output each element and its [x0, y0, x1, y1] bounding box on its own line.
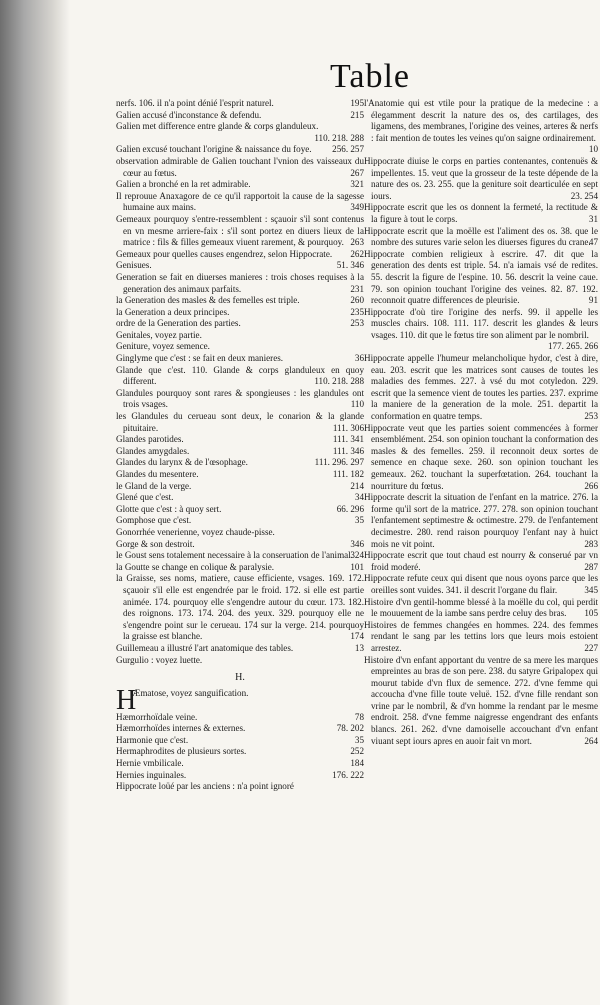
entry-text: Glené que c'est. [116, 492, 174, 503]
index-entry [364, 226, 598, 249]
index-entry [364, 620, 598, 655]
entry-page-ref: 36 [354, 353, 364, 364]
entry-page-ref: 35 [354, 734, 364, 745]
index-entry [116, 341, 364, 353]
entry-text: Glandes du larynx & de l'œsophage. [116, 457, 248, 468]
index-entry [116, 110, 364, 122]
entry-page-ref: 78 [354, 711, 364, 722]
entry-text: le Goust sens totalement necessaire à la conseruation de l'animal. [116, 550, 353, 561]
index-entry [116, 746, 364, 758]
entry-page-ref: 231 [350, 283, 364, 294]
entry-page-ref: 195 [350, 98, 364, 108]
index-entry [364, 597, 598, 620]
entry-page-ref: 177. 265. 266 [547, 341, 598, 352]
entry-text: Glandes du mesentere. [116, 469, 199, 479]
index-entry [116, 481, 364, 493]
entry-text: Glandes amygdales. [116, 445, 190, 456]
entry-page-ref: 267 [350, 167, 364, 178]
index-entry [116, 457, 364, 469]
page-gutter-shadow [0, 0, 70, 1005]
left-column [116, 98, 364, 793]
entry-page-ref: 184 [350, 758, 364, 769]
entry-page-ref: 283 [584, 538, 598, 549]
entry-page-ref: 227 [584, 642, 598, 653]
entry-text: Il reprouue Anaxagore de ce qu'il rapportoit la cause de la sagesse humaine aux mains. [116, 190, 364, 213]
entry-text: Glotte que c'est : à quoy sert. [116, 503, 222, 514]
entry-page-ref: 35 [354, 515, 364, 526]
entry-text: Histoire d'vn gentil-homme blessé à la moëlle du col, qui perdit le mouuement de la iambe sans perdre celuy des bras. [364, 596, 598, 619]
section-h-entries [116, 684, 364, 793]
entry-page-ref: 110 [350, 399, 364, 410]
entry-text: Generation se fait en diuerses manieres : trois choses requises à la generation des animaux parfaits. [116, 271, 364, 294]
index-entry [116, 781, 364, 793]
page-title: Table [330, 58, 411, 95]
entry-page-ref: 13 [354, 642, 364, 653]
entry-page-ref: 78. 202 [336, 723, 364, 734]
index-entry [116, 539, 364, 551]
entry-text: Genitales, voyez partie. [116, 329, 202, 340]
index-entry [116, 515, 364, 527]
index-entry [364, 353, 598, 423]
entry-page-ref: 111. 296. 297 [314, 457, 364, 468]
entry-page-ref: 260 [350, 295, 364, 306]
index-entry [116, 144, 364, 156]
entry-text: Histoires de femmes changées en hommes. 224. des femmes rendant le sang par les tettins lors que leurs mois estoient arrestez. [364, 619, 598, 653]
index-entry [116, 446, 364, 458]
entry-text: Gorge & son destroit. [116, 538, 195, 549]
index-entry [364, 655, 598, 748]
entry-text: le Gland de la verge. [116, 480, 192, 491]
index-entry [116, 712, 364, 724]
index-entry [116, 758, 364, 770]
entry-text: Glandes parotides. [116, 434, 184, 445]
index-entry [116, 98, 364, 110]
index-entry [116, 156, 364, 179]
index-entry [116, 550, 364, 562]
entry-text: Glandules pourquoy sont rares & spongieuses : les glandules ont trois vsages. [116, 387, 364, 410]
entry-text: Geniture, voyez semence. [116, 341, 210, 352]
index-entry [364, 249, 598, 307]
entry-text: Gomphose que c'est. [116, 515, 192, 526]
index-entry [116, 504, 364, 516]
index-entry [364, 202, 598, 225]
index-entry [116, 121, 364, 144]
entry-text: Genisues. [116, 260, 152, 271]
index-entry [364, 492, 598, 550]
entry-page-ref: 176. 222 [332, 769, 364, 780]
index-entry [116, 411, 364, 434]
entry-page-ref: 34 [354, 492, 364, 503]
index-entry [116, 272, 364, 295]
entry-text: Hippocrate d'où tire l'origine des nerfs. 99. il appelle les muscles chairs. 108. 111. 117. descrit les glandes & leurs vsages. 110. dit que le fœtus tire son aliment par le nombril. [364, 306, 598, 340]
index-entry [364, 423, 598, 493]
entry-page-ref: 349 [350, 202, 364, 213]
entry-page-ref: 111. 341 [332, 434, 364, 445]
entry-text: Hernie vmbilicale. [116, 758, 184, 769]
entry-page-ref: 91 [588, 295, 598, 306]
entry-text: la Generation des masles & des femelles est triple. [116, 295, 300, 306]
entry-page-ref: 111. 346 [332, 445, 364, 456]
entry-page-ref: 47 [588, 237, 598, 248]
entry-page-ref: 253 [350, 318, 364, 329]
index-entry [116, 469, 364, 481]
index-entry [116, 770, 364, 782]
index-entry [116, 179, 364, 191]
right-entries [364, 98, 598, 747]
index-entry [116, 365, 364, 388]
left-entries [116, 98, 364, 666]
right-column [364, 98, 598, 747]
index-entry [364, 156, 598, 202]
entry-page-ref: 105 [584, 608, 598, 619]
entry-page-ref: 235 [350, 306, 364, 317]
index-entry [116, 527, 364, 539]
index-entry [116, 723, 364, 735]
entry-text: Hermaphrodites de plusieurs sortes. [116, 746, 247, 757]
entry-page-ref: 23. 254 [570, 190, 598, 201]
entry-text: Hippocrate escrit que les os donnent la fermeté, la rectitude & la figure à tout le corps. [364, 202, 598, 224]
entry-text: nerfs. 106. il n'a point dénié l'esprit naturel. [116, 98, 274, 108]
entry-text: Glande que c'est. 110. Glande & corps glanduleux en quoy different. [116, 364, 364, 387]
entry-text: Galien excusé touchant l'origine & naissance du foye. [116, 144, 312, 155]
entry-page-ref: 51. 346 [336, 260, 364, 271]
entry-page-ref: 256. 257 [332, 144, 364, 155]
entry-page-ref: 252 [350, 746, 364, 757]
index-entry [116, 492, 364, 504]
entry-page-ref: 262 [350, 248, 364, 259]
entry-page-ref: 174 [350, 631, 364, 642]
entry-text: Hippocrate refute ceux qui disent que nous oyons parce que les oreilles sont vuides. 341. il descrit l'organe du flair. [364, 573, 598, 595]
entry-text: Gonorrhée venerienne, voyez chaude-pisse. [116, 526, 275, 537]
entry-text: Hæmorrhoïdale veine. [116, 711, 198, 722]
entry-text: Hippocrate escrit que la moëlle est l'aliment des os. 38. que le nombre des sutures varie selon les diuerses figures du crane. [364, 225, 598, 248]
index-entry [116, 307, 364, 319]
entry-text: observation admirable de Galien touchant l'vnion des vaisseaux du cœur au fœtus. [116, 155, 364, 178]
entry-text: Galien met difference entre glande & corps glanduleux. [116, 121, 319, 132]
entry-text: ordre de la Generation des parties. [116, 318, 241, 329]
index-entry [116, 643, 364, 655]
entry-text: Æmatose, voyez sanguification. [132, 687, 249, 698]
index-entry [116, 573, 364, 643]
entry-page-ref: 111. 306 [332, 422, 364, 433]
index-entry [116, 330, 364, 342]
entry-text: Galien accusé d'inconstance & defendu. [116, 109, 262, 120]
entry-text: Hippocrate escrit que tout chaud est nourry & conserué par vn froid moderé. [364, 550, 598, 572]
entry-text: Histoire d'vn enfant apportant du ventre de sa mere les marques empreintes au bras de son pere. 238. du satyre Gripalopex qui mourut tabide d'vn flux de semence. 272. d'vne femme qui accoucha d'vne fille toute veluë. 152. d'vne fille rendant son vrine par le nombril, & d'vn homme la rendant par le mesme endroit. 258. d'vne femme naigresse engendrant des enfants blancs. 261. 262. d'vne damoiselle accouchant d'vn enfant viuant sept iours apres en auoir fait vn mort. [364, 654, 598, 746]
entry-text: Harmonie que c'est. [116, 734, 189, 745]
index-entry [116, 260, 364, 272]
entry-text: Galien a bronché en la ret admirable. [116, 179, 251, 190]
entry-page-ref: 214 [350, 480, 364, 491]
entry-page-ref: 10 [588, 144, 598, 155]
entry-page-ref: 111. 182 [332, 469, 364, 479]
entry-text: Gemeaux pourquoy s'entre-ressemblent : sçauoir s'il sont contenus en vn mesme arriere-faix : s'il sont portez en diuers lieux de la matrice : fils & filles gemeaux viuent rarement, & pourquoy. [116, 213, 364, 248]
entry-page-ref: 287 [584, 561, 598, 572]
entry-text: Guillemeau a illustré l'art anatomique des tables. [116, 642, 294, 653]
entry-page-ref: 101 [350, 561, 364, 572]
entry-page-ref: 253 [584, 411, 598, 422]
entry-text: Hippocrate loüé par les anciens : n'a point ignoré [116, 781, 294, 792]
entry-text: Hippocrate combien religieux à escrire. 47. dit que la generation des dents est triple. 54. n'a iamais vsé de redites. 55. descrit la figure de l'espine. 10. 56. descrit la veine caue. 79. son opinion touchant l'origine des veines. 82. 87. 192. reconnoit quatre differences de pleurisie. [364, 248, 598, 306]
index-entry [116, 318, 364, 330]
index-entry [116, 295, 364, 307]
entry-text: l'Anatomie qui est vtile pour la pratique de la medecine : a élegamment descrit la nature des os, des cartilages, des ligamens, des membranes, l'origine des veines, arteres & nerfs : fait mention de toutes les veines qu'on saigne ordinairement. [364, 98, 598, 143]
entry-page-ref: 263 [350, 237, 364, 248]
entry-page-ref: 345 [584, 584, 598, 595]
entry-text: les Glandules du cerueau sont deux, le conarion & la glande pituitaire. [116, 411, 364, 433]
entry-text: Hernies inguinales. [116, 769, 187, 780]
entry-text: Hippocrate appelle l'humeur melancholique hydor, c'est à dire, eau. 203. escrit que les matrices sont causes de toutes les maladies des femmes. 227. à vsé du mot cotyledon. 229. escrit que la semence vient de toutes les parties. 237. exprime la maniere de la generation de la mole. 251. departit la conformation en quatre temps. [364, 353, 598, 422]
entry-page-ref: 321 [350, 179, 364, 190]
entry-page-ref: 346 [350, 538, 364, 549]
index-entry [116, 562, 364, 574]
entry-page-ref: 215 [350, 109, 364, 120]
entry-text: la Graisse, ses noms, matiere, cause efficiente, vsages. 169. 172. sçauoir s'il elle est engendrée par le froid. 172. si elle est partie animée. 174. pourquoy elle s'engendre autour du cœur. 173. 182. des roignons. 173. 174. 204. des yeux. 329. pourquoy elle ne s'engendre point sur le cerueau. 174 sur la verge. 214. pourquoy la graisse est blanche. [116, 573, 364, 642]
index-entry [364, 307, 598, 353]
index-entry [364, 573, 598, 596]
entry-page-ref: 31 [588, 213, 598, 224]
section-h-block [116, 684, 364, 793]
entry-text: Ginglyme que c'est : se fait en deux manieres. [116, 353, 284, 364]
index-entry [116, 388, 364, 411]
entry-text: Hippocrate diuise le corps en parties contenantes, contenuës & impellentes. 15. veut que la grosseur de la teste dépende de la nature des os. 23. 255. que la geniture soit dearticulée en sept iours. [364, 155, 598, 201]
entry-page-ref: 324 [350, 550, 364, 561]
entry-text: Hippocrate descrit la situation de l'enfant en la matrice. 276. la forme qu'il sort de la matrice. 277. 278. son opinion touchant l'enfantement septimestre & octimestre. 279. de l'enfantement decimestre. 280. rend raison pourquoy l'enfant nay à huict mois ne vit point. [364, 492, 598, 549]
entry-page-ref: 110. 218. 288 [314, 376, 364, 387]
entry-text: la Generation a deux principes. [116, 306, 230, 317]
entry-text: Hippocrate veut que les parties soient commencées à former ensemblément. 254. son opinion touchant la conformation des masles & des femelles. 259. il reconnoit deux sortes de semence en chaque sexe. 260. son opinion touchant les gemeaux. 262. touchant la superfœtation. 264. touchant la nourriture du fœtus. [364, 422, 598, 491]
dropcap-h: H [116, 684, 137, 716]
index-entry [364, 550, 598, 573]
index-entry [116, 214, 364, 249]
section-letter-h: H. [235, 672, 245, 684]
entry-text: Hæmorrhoïdes internes & externes. [116, 723, 246, 734]
index-entry [116, 655, 364, 667]
entry-page-ref: 110. 218. 288 [314, 132, 364, 143]
entry-text: Gurgulio : voyez luette. [116, 654, 203, 665]
entry-page-ref: 264 [584, 735, 598, 746]
entry-text: Gemeaux pour quelles causes engendrez, selon Hippocrate. [116, 248, 333, 259]
index-entry [116, 191, 364, 214]
index-entry [116, 684, 364, 716]
index-entry [364, 98, 598, 156]
index-entry [116, 353, 364, 365]
index-entry [116, 735, 364, 747]
entry-page-ref: 66. 296 [336, 503, 364, 514]
entry-page-ref: 266 [584, 480, 598, 491]
index-entry [116, 434, 364, 446]
entry-text: la Goutte se change en colique & paralysie. [116, 561, 275, 572]
index-entry [116, 249, 364, 261]
